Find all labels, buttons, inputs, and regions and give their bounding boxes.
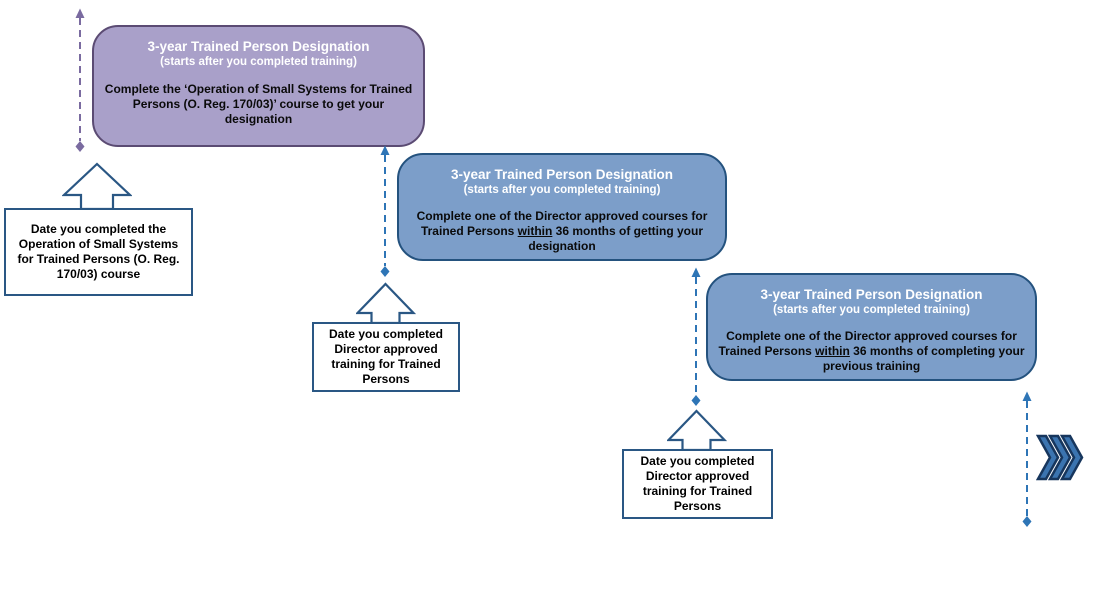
stage-body (718, 329, 1026, 374)
stage-body-text: Complete the ‘Operation of Small Systems for Trained Persons (O. Reg. 170/03)’ course to get your designation (104, 82, 413, 126)
stage-body-text: 36 months of getting your designation (528, 224, 704, 253)
stage-box-1 (92, 25, 425, 147)
milestone-box-3 (622, 449, 773, 519)
timeline-connector-1 (74, 8, 86, 154)
stage-box-3 (706, 273, 1037, 381)
stage-subtitle: (starts after you completed training) (463, 184, 661, 196)
block-up-arrow-icon (667, 409, 727, 451)
diamond-endpoint-icon (381, 266, 390, 277)
stage-subtitle: (starts after you completed training) (773, 304, 970, 316)
stage-title: 3-year Trained Person Designation (147, 39, 370, 54)
milestone-box-2 (312, 322, 460, 392)
stage-box-2 (397, 153, 727, 261)
milestone-label: Date you completed Director approved training for Trained Persons (640, 454, 755, 513)
block-up-arrow-icon (356, 282, 416, 324)
milestone-box-1 (4, 208, 193, 296)
block-up-arrow-icon (62, 162, 132, 210)
arrow-up-icon (692, 268, 701, 278)
stage-body (105, 82, 413, 127)
stage-title: 3-year Trained Person Designation (450, 167, 674, 182)
stage-body-text: 36 months of completing your previous training (822, 344, 1025, 373)
stage-body-underlined: within (517, 224, 553, 238)
diamond-endpoint-icon (692, 395, 701, 406)
diamond-endpoint-icon (1023, 516, 1032, 527)
timeline-connector-2 (379, 145, 391, 279)
stage-body-text: Complete one of the Director approved courses for Trained Persons (718, 329, 1017, 358)
milestone-label: Date you completed the Operation of Small Systems for Trained Persons (O. Reg. 170/03) course (17, 222, 180, 281)
timeline-connector-4 (1021, 391, 1033, 529)
timeline-connector-3 (690, 267, 702, 408)
diamond-endpoint-icon (76, 141, 85, 152)
stage-subtitle: (starts after you completed training) (160, 56, 357, 68)
stage-title: 3-year Trained Person Designation (760, 287, 983, 302)
milestone-label: Date you completed Director approved training for Trained Persons (328, 327, 444, 386)
stage-body-text: Complete one of the Director approved courses for Trained Persons (416, 209, 708, 238)
arrow-up-icon (76, 9, 85, 19)
fast-forward-chevron-icon (1036, 434, 1084, 481)
stage-body-underlined: within (815, 344, 850, 358)
arrow-up-icon (1023, 392, 1032, 402)
arrow-up-icon (381, 146, 390, 156)
stage-body (408, 209, 716, 254)
